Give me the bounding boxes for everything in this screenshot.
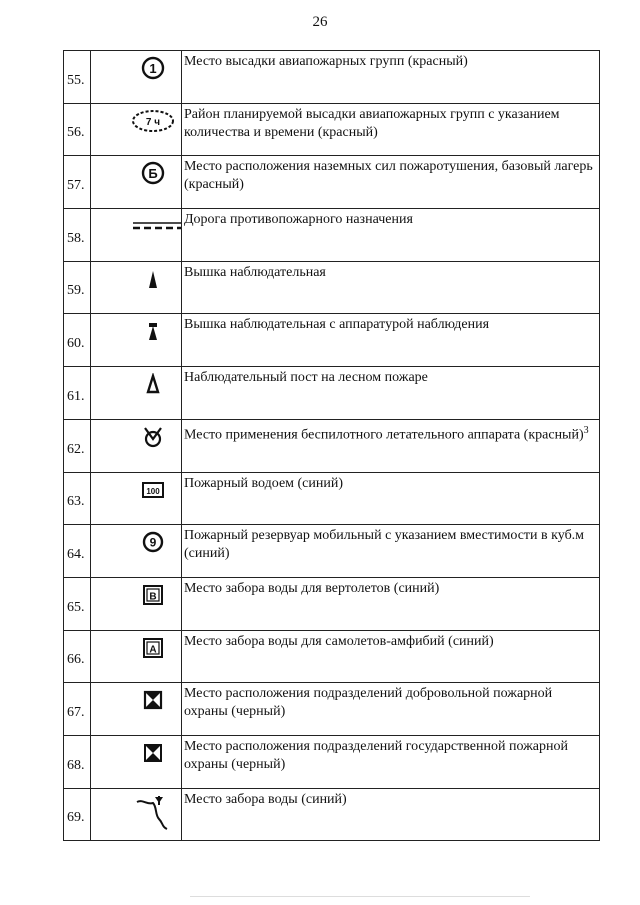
row-number: 57. [64,156,91,209]
row-number: 61. [64,367,91,420]
row-description: Вышка наблюдательная [184,264,326,280]
row-number: 64. [64,525,91,578]
row-number: 58. [64,209,91,262]
row-number: 59. [64,261,91,314]
row-number: 68. [64,735,91,788]
watchtower-icon [146,268,160,290]
row-number: 66. [64,630,91,683]
row-description: Место высадки авиапожарных групп (красный) [184,54,468,69]
row-number: 63. [64,472,91,525]
row-description: Место забора воды (синий) [184,791,347,807]
row-number: 56. [64,103,91,156]
table-row [64,261,600,314]
table-row [64,156,600,209]
row-description: Место расположения подразделений государственной пожарной охраны (черный) [184,738,568,772]
table-row [64,51,600,104]
observation-post-icon [145,373,161,395]
row-description: Место расположения подразделений добровольной пожарной охраны (черный) [184,686,553,720]
symbol-label: 1 [149,61,157,76]
table-row [64,630,600,683]
symbol-label: А [149,644,157,656]
water-intake-icon [135,793,171,831]
table-row [64,788,600,841]
table-row [64,419,600,472]
row-description: Район планируемой высадки авиапожарных групп с указанием количества и времени (красный) [184,106,560,140]
table-row [64,472,600,525]
table-row [64,735,600,788]
row-description: Пожарный резервуар мобильный с указанием вместимости в куб.м (синий) [184,528,585,562]
fire-pond-icon [141,480,165,500]
volunteer-fire-unit-icon [143,690,163,710]
row-number: 62. [64,419,91,472]
helicopter-water-icon [142,584,164,606]
symbol-label: Б [148,166,158,182]
table-row [64,367,600,420]
ground-forces-base-icon [140,160,166,186]
table-row [64,577,600,630]
watchtower-equipment-icon [146,320,160,342]
air-crew-landing-icon [140,55,166,81]
table-row [64,314,600,367]
row-description: Вышка наблюдательная с аппаратурой наблюдения [184,317,490,333]
row-description: Место расположения наземных сил пожаротушения, базовый лагерь (красный) [184,159,593,193]
row-description: Наблюдательный пост на лесном пожаре [184,370,428,386]
row-number: 69. [64,788,91,841]
table-row [64,525,600,578]
footnote-marker: 3 [583,424,589,436]
symbol-label: 7 ч [145,116,161,128]
table-row [64,209,600,262]
symbol-label: 100 [146,486,160,496]
row-description: Дорога противопожарного назначения [184,212,413,228]
footer-rule [190,896,530,897]
symbol-label: В [149,591,157,603]
amphibian-water-icon [142,637,164,659]
symbol-label: 9 [149,535,157,550]
row-number: 55. [64,51,91,104]
row-description: Пожарный водоем (синий) [184,475,344,491]
row-description: Место забора воды для вертолетов (синий) [184,580,440,596]
planned-landing-area-icon [130,108,176,134]
drone-site-icon [140,425,166,449]
symbol-legend-table [63,50,600,841]
state-fire-unit-icon [143,743,163,763]
row-number: 65. [64,577,91,630]
row-description: Место применения беспилотного летательного аппарата (красный) [184,427,584,443]
table-row [64,683,600,736]
row-description: Место забора воды для самолетов-амфибий (синий) [184,633,494,649]
fire-road-icon [131,219,183,233]
row-number: 67. [64,683,91,736]
table-row [64,103,600,156]
page-number: 26 [312,14,328,30]
mobile-reservoir-icon [141,530,165,554]
row-number: 60. [64,314,91,367]
